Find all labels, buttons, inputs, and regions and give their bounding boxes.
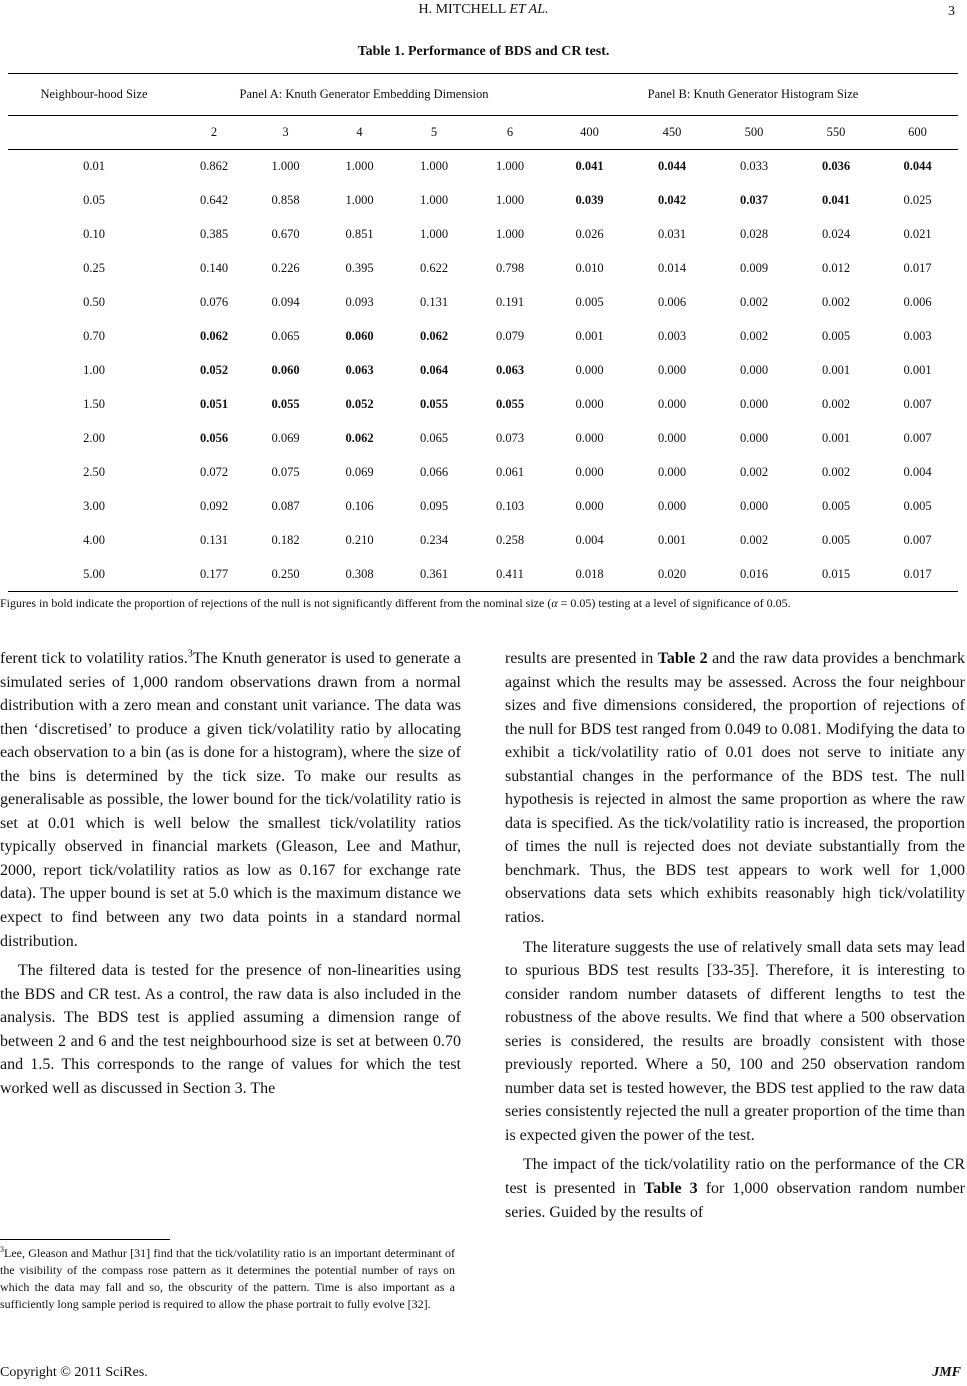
table-cell: 0.002 [821,397,851,411]
table-cell: 1.000 [495,193,525,207]
right-paragraph-3 [505,1153,965,1224]
table-cell: 0.002 [739,295,769,309]
table-cell: 0.044 [903,159,932,174]
alpha-symbol: α [551,596,558,610]
left-paragraph-1-text: ferent tick to volatility ratios. [0,650,188,667]
table-cell: 0.017 [903,261,932,275]
column-subheader: 400 [548,116,631,150]
table-cell: 0.005 [821,499,851,513]
table-row [8,456,958,490]
table-cell: 0.018 [548,558,631,592]
table-cell: 0.002 [821,465,851,479]
row-neighbourhood-size: 0.50 [83,295,105,309]
table-cell: 0.031 [657,227,687,241]
table-cell: 0.069 [345,465,374,479]
table-cell: 1.000 [419,159,449,174]
table-cell: 0.000 [739,431,769,445]
table-cell: 0.092 [199,499,229,513]
table-cell: 0.055 [271,397,300,411]
table-cell: 0.072 [199,465,229,479]
table-cell: 0.000 [657,397,687,411]
table-cell: 0.025 [903,193,932,207]
running-header [0,2,967,18]
table-cell: 0.060 [345,329,374,343]
table-subheader-row [8,116,958,150]
table-cell: 0.065 [271,329,300,343]
table-cell: 0.106 [345,499,374,513]
column-subheader: 2 [180,116,248,150]
table-cell: 0.005 [903,499,932,513]
table-cell: 0.016 [713,558,795,592]
row-neighbourhood-size: 1.00 [83,363,105,377]
table-cell: 0.094 [271,295,300,309]
right-column [505,647,965,1224]
table-cell: 0.006 [903,295,932,309]
table-row [8,388,958,422]
table-row [8,490,958,524]
table-cell: 0.051 [199,397,229,411]
table-cell: 0.000 [575,397,604,411]
table-note-post: = 0.05) testing at a level of significance of 0.05. [557,596,791,610]
footnote-marker: 3 [187,648,193,660]
table-cell: 0.000 [739,499,769,513]
table-2-reference: Table 2 [657,650,708,667]
table-cell: 0.000 [575,465,604,479]
column-subheader: 600 [877,116,958,150]
page-number: 3 [948,4,955,19]
table-cell: 1.000 [345,193,374,207]
table-cell: 0.012 [821,261,851,275]
table-cell: 0.258 [495,533,525,547]
table-cell: 0.052 [345,397,374,411]
table-cell: 0.007 [903,431,932,445]
table-cell: 0.026 [575,227,604,241]
table-cell: 0.234 [419,533,449,547]
table-cell: 0.000 [657,363,687,377]
table-cell: 1.000 [419,227,449,241]
table-note [0,595,960,612]
table-cell: 0.000 [575,431,604,445]
table-cell: 0.015 [795,558,877,592]
table-cell: 0.036 [821,159,851,174]
table-cell: 0.010 [575,261,604,275]
table-cell: 0.140 [199,261,229,275]
table-cell: 0.005 [575,295,604,309]
column-header-panel-b: Panel B: Knuth Generator Histogram Size [548,74,958,116]
table-cell: 0.062 [419,329,449,343]
table-cell: 0.226 [271,261,300,275]
table-cell: 0.000 [657,465,687,479]
table-cell: 0.056 [199,431,229,445]
table-cell: 1.000 [495,159,525,174]
table-row [8,184,958,218]
table-cell: 0.131 [199,533,229,547]
table-cell: 0.000 [739,363,769,377]
table-row [8,354,958,388]
column-header-panel-a: Panel A: Knuth Generator Embedding Dimension [180,74,548,116]
table-cell: 1.000 [345,159,374,174]
table-cell: 0.055 [495,397,525,411]
right-paragraph-3-text-cont: for 1,000 observation random number series. Guided by the results of [505,1180,966,1221]
table-cell: 0.001 [657,533,687,547]
left-paragraph-1-text-cont: The Knuth generator is used to generate a simulated series of 1,000 random observations drawn from a normal distribution with a zero mean and constant unit variance. The data was then ‘discretised’ to produce a given tick/volatility ratio by allocating each observation to a bin (as is done for a histogram), where the size of the bins is determined by the tick size. To make our results as generalisable as possible, the lower bound for the tick/volatility ratio is set at 0.01 which is well below the smallest tick/volatility ratios typically observed in financial markets (Gleason, Lee and Mathur, 2000, report tick/volatility ratios as low as 0.167 for exchange rate data). The upper bound is set at 5.0 which is the maximum distance we expect to find between any two data points in a standard normal distribution. [0,650,461,950]
table-row [8,320,958,354]
table-cell: 0.075 [271,465,300,479]
header-author: H. MITCHELL [418,2,506,17]
right-paragraph-2: The literature suggests the use of relatively small data sets may lead to spurious BDS test results [33-35]. Therefore, it is interesting to consider random number datasets of different lengths to test the robustness of the above results. We find that where a 500 observation series is considered, the results are broadly consistent with those previously reported. Where a 50, 100 and 250 observation random number data set is tested however, the BDS test applied to the raw data series consistently rejected the null a greater proportion of the time than is expected given the power of the test. [505,938,965,1144]
table-cell: 0.063 [345,363,374,377]
table-cell: 1.000 [419,193,449,207]
right-paragraph-1-text-cont: and the raw data provides a benchmark against which the results may be assessed. Across the four neighbour sizes and five dimensions considered, the proportion of rejections of the null for BDS test ranged from 0.049 to 0.081. Modifying the data to exhibit a tick/volatility ratio of 0.01 does not serve to initiate any substantial changes in the performance of the BDS test. The null hypothesis is rejected in almost the same proportion as where the raw data is specified. As the tick/volatility ratio is increased, the proportion of times the null is rejected does not deviate substantially from the benchmark. Thus, the BDS test appears to work well for 1,000 observations data sets which exhibits reasonably high tick/volatility ratios. [505,650,966,927]
footnote-number: 3 [0,1245,4,1254]
table-cell: 0.073 [495,431,525,445]
table-cell: 0.007 [903,397,932,411]
table-row [8,422,958,456]
table-cell: 0.063 [495,363,525,377]
table-cell: 0.093 [345,295,374,309]
table-cell: 0.000 [657,431,687,445]
table-cell: 0.095 [419,499,449,513]
table-cell: 0.069 [271,431,300,445]
table-cell: 0.003 [903,329,932,343]
table-cell: 0.191 [495,295,525,309]
row-neighbourhood-size: 4.00 [83,533,105,547]
table-cell: 0.103 [495,499,525,513]
row-neighbourhood-size: 2.50 [83,465,105,479]
table-cell: 0.182 [271,533,300,547]
table-cell: 0.131 [419,295,449,309]
table-cell: 0.033 [739,159,769,174]
table-cell: 0.021 [903,227,932,241]
table-cell: 0.361 [396,558,472,592]
table-cell: 0.004 [903,465,932,479]
table-cell: 0.003 [657,329,687,343]
table-cell: 0.079 [495,329,525,343]
table-cell: 0.002 [739,329,769,343]
table-cell: 0.009 [739,261,769,275]
header-et-al: ET AL. [509,2,549,17]
table-cell: 0.028 [739,227,769,241]
column-subheader-blank [8,116,180,150]
table-cell: 0.177 [180,558,248,592]
table-row [8,286,958,320]
column-subheader: 500 [713,116,795,150]
table-cell: 0.062 [345,431,374,445]
table-cell: 0.851 [345,227,374,241]
table-cell: 0.000 [575,363,604,377]
table-cell: 0.037 [739,193,769,207]
table-row [8,558,958,592]
table-cell: 0.061 [495,465,525,479]
row-neighbourhood-size: 0.05 [83,193,105,207]
table-row [8,150,958,184]
table-cell: 0.001 [575,329,604,343]
right-paragraph-3-text: The impact of the tick/volatility ratio on the performance of the CR test is presented in [505,1156,965,1198]
table-cell: 0.001 [821,363,851,377]
table-cell: 0.001 [821,431,851,445]
table-cell: 0.250 [248,558,323,592]
left-paragraph-1 [0,647,461,953]
table-cell: 0.076 [199,295,229,309]
table-cell: 0.002 [739,533,769,547]
table-note-pre: Figures in bold indicate the proportion of rejections of the null is not significantly different from the nominal size ( [0,596,552,610]
table-cell: 0.210 [345,533,374,547]
table-cell: 0.055 [419,397,449,411]
footnote [0,1245,455,1313]
table-cell: 0.308 [323,558,396,592]
table-cell: 0.024 [821,227,851,241]
table-cell: 0.385 [199,227,229,241]
table-cell: 0.858 [271,193,300,207]
copyright: Copyright © 2011 SciRes. [0,1365,148,1380]
right-paragraph-1-text: results are presented in [505,650,658,667]
table-cell: 0.000 [657,499,687,513]
table-cell: 0.020 [631,558,713,592]
table-cell: 0.642 [199,193,229,207]
table-cell: 0.002 [821,295,851,309]
table-cell: 0.005 [821,533,851,547]
table-body [8,150,958,592]
table-cell: 0.000 [575,499,604,513]
table-header-row [8,74,958,116]
table-cell: 0.000 [739,397,769,411]
column-subheader: 4 [323,116,396,150]
table-cell: 0.411 [472,558,548,592]
column-subheader: 3 [248,116,323,150]
table-cell: 0.002 [739,465,769,479]
table-cell: 0.039 [575,193,604,207]
table-cell: 0.622 [419,261,449,275]
footnote-rule [0,1239,170,1240]
table-cell: 0.017 [877,558,958,592]
row-neighbourhood-size: 1.50 [83,397,105,411]
table-caption: Table 1. Performance of BDS and CR test. [357,44,610,59]
footnote-text: Lee, Gleason and Mathur [31] find that the tick/volatility ratio is an important determinant of the visibility of the compass rose pattern as it determines the potential number of rays on which the data may fall and so, the obscurity of the pattern. Time is also important as a sufficiently long sample period is required to allow the phase portrait to fully evolve [32]. [0,1246,455,1311]
left-column [0,647,461,1100]
table-cell: 0.006 [657,295,687,309]
table-cell: 0.065 [419,431,449,445]
table-cell: 0.041 [575,159,604,174]
row-neighbourhood-size: 0.10 [83,227,105,241]
table-cell: 0.862 [199,159,229,174]
journal-abbrev: JMF [932,1365,961,1380]
table-cell: 0.005 [821,329,851,343]
table-cell: 0.060 [271,363,300,377]
table-cell: 0.670 [271,227,300,241]
table-cell: 1.000 [495,227,525,241]
performance-table [8,73,958,592]
table-cell: 0.007 [903,533,932,547]
table-cell: 0.044 [657,159,687,174]
row-neighbourhood-size: 0.70 [83,329,105,343]
row-neighbourhood-size: 2.00 [83,431,105,445]
table-cell: 0.042 [657,193,687,207]
table-cell: 1.000 [271,159,300,174]
table-row [8,252,958,286]
table-cell: 0.041 [821,193,851,207]
row-neighbourhood-size: 0.01 [83,159,105,174]
column-subheader: 550 [795,116,877,150]
table-cell: 0.014 [657,261,687,275]
row-neighbourhood-size: 0.25 [83,261,105,275]
column-subheader: 450 [631,116,713,150]
table-cell: 0.052 [199,363,229,377]
table-cell: 0.062 [199,329,229,343]
row-neighbourhood-size: 5.00 [8,558,180,592]
table-cell: 0.001 [903,363,932,377]
table-3-reference: Table 3 [643,1180,698,1198]
table-cell: 0.798 [495,261,525,275]
table-row [8,524,958,558]
table-cell: 0.087 [271,499,300,513]
table-cell: 0.004 [575,533,604,547]
column-subheader: 5 [396,116,472,150]
table-cell: 0.064 [419,363,449,377]
left-paragraph-2: The filtered data is tested for the presence of non-linearities using the BDS and CR test. As a control, the raw data is also included in the analysis. The BDS test is applied assuming a dimension range of between 2 and 6 and the test neighbourhood size is set at between 0.70 and 1.5. This corresponds to the range of values for which the test worked well as discussed in Section 3. The [0,962,461,1097]
table-row [8,218,958,252]
table-cell: 0.395 [345,261,374,275]
table-cell: 0.066 [419,465,449,479]
right-paragraph-1 [505,647,965,930]
column-subheader: 6 [472,116,548,150]
column-header-neighbourhood: Neighbour-hood Size [8,74,180,116]
row-neighbourhood-size: 3.00 [83,499,105,513]
